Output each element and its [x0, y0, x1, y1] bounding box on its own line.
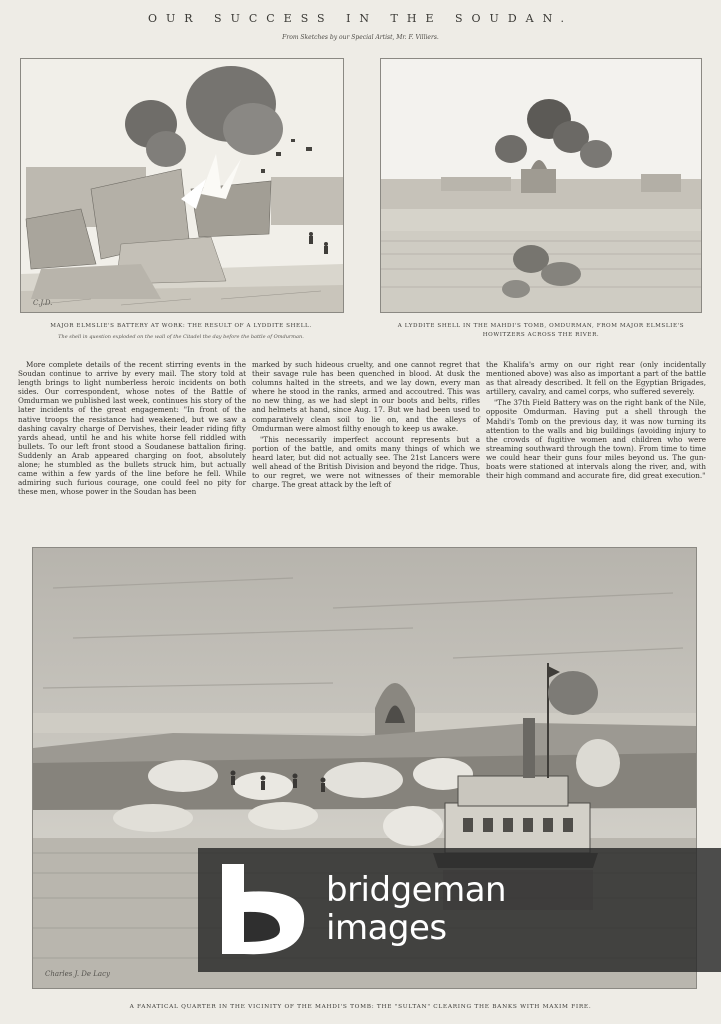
left-figure-signature: C.J.D. — [33, 299, 53, 307]
right-figure-caption-line2: HOWITZERS ACROSS THE RIVER. — [482, 332, 600, 338]
article-paragraph: More complete details of the recent stirring events in the Soudan continue to arrive by every mail. The story told at length brings to light numberless heroic incidents on both sides. Our correspondent, whose notes of the Battle of Omdurman we published last week, continues his story of the later incidents of the great engagement: "In front of the native troops the resistance had weakened, but we saw a dashing cavalry charge of Dervishes, their leader riding fifty yards ahead, until he and his white horse fell riddled with bullets. To our left front stood a Soudanese battalion firing. Suddenly an Arab appeared charging on foot, absolutely alone; he stumbled as the bullets struck him, but actually came within a few yards of the line before he fell. While admiring such furious courage, one could feel no pity for these men, whose power in the Soudan has been — [18, 360, 246, 497]
right-figure-caption-line1: A LYDDITE SHELL IN THE MAHDI'S TOMB, OMDURMAN, FROM MAJOR ELMSLIE'S — [397, 323, 685, 329]
article-paragraph: marked by such hideous cruelty, and one cannot regret that their savage rule has been quenched in blood. At dusk the columns halted in the streets, and we lay down, every man where he stood in the ranks, armed and accoutred. This was no new thing, as we had slept in our boots and belts, rifles and helmets at hand, since Aug. 17. But we had been used to comparatively clean soil to lie on, and the alleys of Omdurman were almost filthy enough to keep us awake. — [252, 360, 480, 433]
page-subtitle: From Sketches by our Special Artist, Mr. F. Villiers. — [282, 34, 439, 41]
left-figure-note: The shell in question exploded on the wall of the Citadel the day before the battle of Omdurman. — [58, 334, 304, 340]
article-paragraph: "The 37th Field Battery was on the right bank of the Nile, opposite Omdurman. Having put a shell through the Mahdi's Tomb on the previous day, it was now turning its attention to the walls and big buildings (avoiding injury to the crowds of fugitive women and children who were streaming southward through the town). From time to time we could hear their guns four miles beyond us. The gun-boats were stationed at intervals along the river, and, with their high command and accurate fire, did great execution." — [486, 398, 706, 481]
watermark-text-images: images — [326, 908, 447, 948]
illustration-lyddite-shell-wall — [20, 58, 344, 313]
bottom-figure-caption: A FANATICAL QUARTER IN THE VICINITY OF THE MAHDI'S TOMB: THE "SULTAN" CLEARING THE BANKS WITH MAXIM FIRE. — [129, 1004, 592, 1010]
article-column-3 — [486, 360, 706, 480]
left-figure-caption: MAJOR ELMSLIE'S BATTERY AT WORK: THE RESULT OF A LYDDITE SHELL. — [50, 323, 312, 329]
bridgeman-logo-icon — [212, 862, 312, 958]
article-column-2 — [252, 360, 480, 489]
watermark-text-bridgeman: bridgeman — [326, 870, 507, 910]
bottom-figure-signature: Charles J. De Lacy — [45, 970, 110, 978]
article-paragraph: the Khalifa's army on our right rear (only incidentally mentioned above) was also as important a part of the battle as that already described. It fell on the Egyptian Brigades, artillery, cavalry, and camel corps, who suffered severely. — [486, 360, 706, 397]
illustration-mahdi-tomb-river — [380, 58, 702, 313]
article-column-1 — [18, 360, 246, 496]
page-title: OUR SUCCESS IN THE SOUDAN. — [147, 12, 574, 25]
article-paragraph: "This necessarily imperfect account represents but a portion of the battle, and omits many things of which we heard later, but did not actually see. The 21st Lancers were well ahead of the British Division and beyond the ridge. Thus, to our regret, we were not witnesses of their memorable charge. The great attack by the left of — [252, 434, 480, 490]
